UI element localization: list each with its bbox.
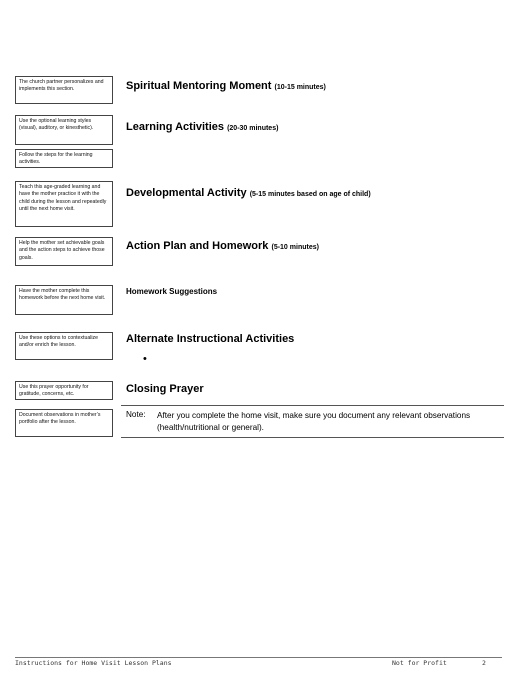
note-label: Note:	[126, 410, 146, 419]
note-top-rule	[121, 405, 504, 406]
guidance-note-developmental: Teach this age-graded learning and have the mother practice it with the child during the lesson and repeatedly until the next home visit.	[15, 181, 113, 227]
heading-developmental-title: Developmental Activity	[126, 187, 247, 199]
heading-action-title: Action Plan and Homework	[126, 240, 269, 252]
guidance-note-alternate: Use these options to contextualize and/or enrich the lesson.	[15, 332, 113, 360]
footer-rule	[15, 657, 502, 658]
guidance-note-action-plan: Help the mother set achievable goals and the action steps to achieve those goals.	[15, 237, 113, 266]
heading-alternate-title: Alternate Instructional Activities	[126, 333, 295, 345]
heading-spiritual-title: Spiritual Mentoring Moment	[126, 80, 272, 92]
guidance-note-learning-steps: Follow the steps for the learning activities.	[15, 149, 113, 168]
heading-spiritual-duration: (10-15 minutes)	[274, 84, 326, 91]
guidance-note-homework: Have the mother complete this homework before the next home visit.	[15, 285, 113, 315]
heading-spiritual-mentoring	[126, 80, 326, 92]
heading-action-plan	[126, 240, 319, 252]
heading-learning-activities	[126, 121, 278, 133]
footer-page-number: 2	[482, 659, 486, 667]
heading-closing-title: Closing Prayer	[126, 383, 204, 395]
heading-homework-suggestions: Homework Suggestions	[126, 287, 218, 296]
heading-developmental-duration: (5-15 minutes based on age of child)	[249, 191, 371, 198]
heading-alternate-activities	[126, 333, 294, 345]
heading-developmental-activity	[126, 187, 371, 199]
footer-not-for-profit: Not for Profit	[392, 659, 447, 667]
heading-action-duration: (5-10 minutes)	[271, 244, 319, 251]
footer-title: Instructions for Home Visit Lesson Plans	[15, 659, 172, 667]
alternate-bullet: •	[143, 353, 147, 365]
heading-learning-duration: (20-30 minutes)	[227, 125, 279, 132]
note-text: After you complete the home visit, make sure you document any relevant observations (health/nutritional or general).	[157, 411, 471, 432]
guidance-note-learning-styles: Use the optional learning styles (visual), auditory, or kinesthetic).	[15, 115, 113, 145]
guidance-note-prayer: Use this prayer opportunity for gratitude, concerns, etc.	[15, 381, 113, 400]
guidance-note-observations: Document observations in mother’s portfolio after the lesson.	[15, 409, 113, 437]
heading-closing-prayer	[126, 383, 204, 395]
note-bottom-rule	[121, 437, 504, 438]
guidance-note-spiritual: The church partner personalizes and implements this section.	[15, 76, 113, 104]
heading-learning-title: Learning Activities	[126, 121, 225, 133]
